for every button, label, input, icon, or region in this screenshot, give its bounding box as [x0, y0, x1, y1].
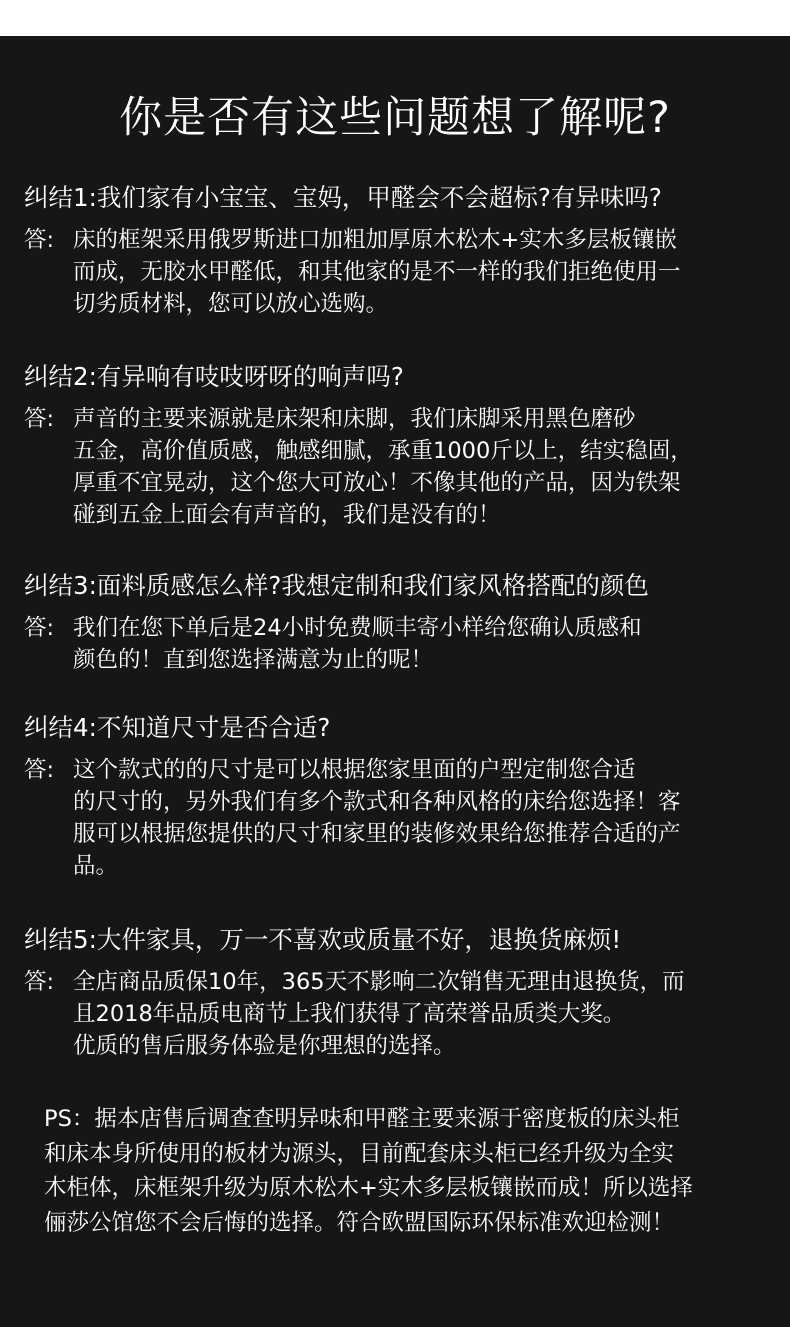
answer-3: [24, 612, 776, 676]
answer-2-line: 五金，高价值质感，触感细腻，承重1000斤以上，结实稳固，: [73, 438, 693, 464]
answer-5-line: 优质的售后服务体验是你理想的选择。: [73, 1033, 456, 1059]
answer-5: [24, 966, 776, 1062]
ps-note-line: 俪莎公馆您不会后悔的选择。符合欧盟国际环保标准欢迎检测！: [44, 1209, 675, 1236]
ps-note-line: 木柜体，床框架升级为原木松木+实木多层板镶嵌而成！所以选择: [44, 1175, 693, 1201]
answer-3-line: 我们在您下单后是24小时免费顺丰寄小样给您确认质感和: [73, 615, 642, 641]
faq-item-4: [24, 712, 776, 882]
answer-4-line: 服可以根据您提供的尺寸和家里的装修效果给您推荐合适的产: [73, 821, 681, 847]
question-5: 纠结5:大件家具，万一不喜欢或质量不好，退换货麻烦!: [24, 925, 622, 954]
answer-prefix: 答:: [24, 615, 55, 641]
question-2: 纠结2:有异响有吱吱呀呀的响声吗?: [24, 362, 404, 391]
ps-note-line: PS：据本店售后调查查明异味和甲醛主要来源于密度板的床头柜: [44, 1106, 680, 1132]
answer-5-line: 且2018年品质电商节上我们获得了高荣誉品质类大奖。: [73, 1001, 626, 1027]
answer-5-line: 全店商品质保10年，365天不影响二次销售无理由退换货，而: [73, 969, 685, 995]
answer-1-line: 切劣质材料，您可以放心选购。: [73, 291, 389, 317]
answer-prefix: 答:: [24, 406, 55, 432]
answer-1-line: 而成，无胶水甲醛低，和其他家的是不一样的我们拒绝使用一: [73, 259, 681, 285]
page-title: 你是否有这些问题想了解呢?: [119, 93, 671, 143]
question-3: 纠结3:面料质感怎么样?我想定制和我们家风格搭配的颜色: [24, 571, 649, 600]
question-4: 纠结4:不知道尺寸是否合适?: [24, 713, 331, 742]
answer-4-line: 的尺寸的，另外我们有多个款式和各种风格的床给您选择！客: [73, 789, 681, 815]
faq-item-3: [24, 570, 776, 676]
answer-2-line: 厚重不宜晃动，这个您大可放心！不像其他的产品，因为铁架: [73, 470, 681, 496]
answer-3-line: 颜色的！直到您选择满意为止的呢！: [73, 647, 434, 673]
answer-4: [24, 754, 776, 882]
faq-panel: [0, 36, 790, 1327]
ps-note-line: 和床本身所使用的板材为源头，目前配套床头柜已经升级为全实: [44, 1140, 675, 1167]
answer-2-line: 碰到五金上面会有声音的，我们是没有的！: [73, 502, 501, 528]
answer-4-line: 品。: [73, 853, 119, 879]
answer-prefix: 答:: [24, 969, 55, 995]
faq-item-2: [24, 361, 776, 531]
answer-prefix: 答:: [24, 757, 55, 783]
faq-item-5: [24, 924, 776, 1062]
answer-2-line: 声音的主要来源就是床架和床脚，我们床脚采用黑色磨砂: [73, 406, 636, 432]
answer-1-line: 床的框架采用俄罗斯进口加粗加厚原木松木+实木多层板镶嵌: [73, 227, 677, 253]
answer-prefix: 答:: [24, 227, 55, 253]
faq-item-1: [24, 182, 776, 320]
answer-1: [24, 224, 776, 320]
ps-note: [44, 1102, 774, 1240]
question-1: 纠结1:我们家有小宝宝、宝妈，甲醛会不会超标?有异味吗?: [24, 183, 662, 212]
answer-4-line: 这个款式的的尺寸是可以根据您家里面的户型定制您合适: [73, 757, 636, 783]
answer-2: [24, 403, 776, 531]
